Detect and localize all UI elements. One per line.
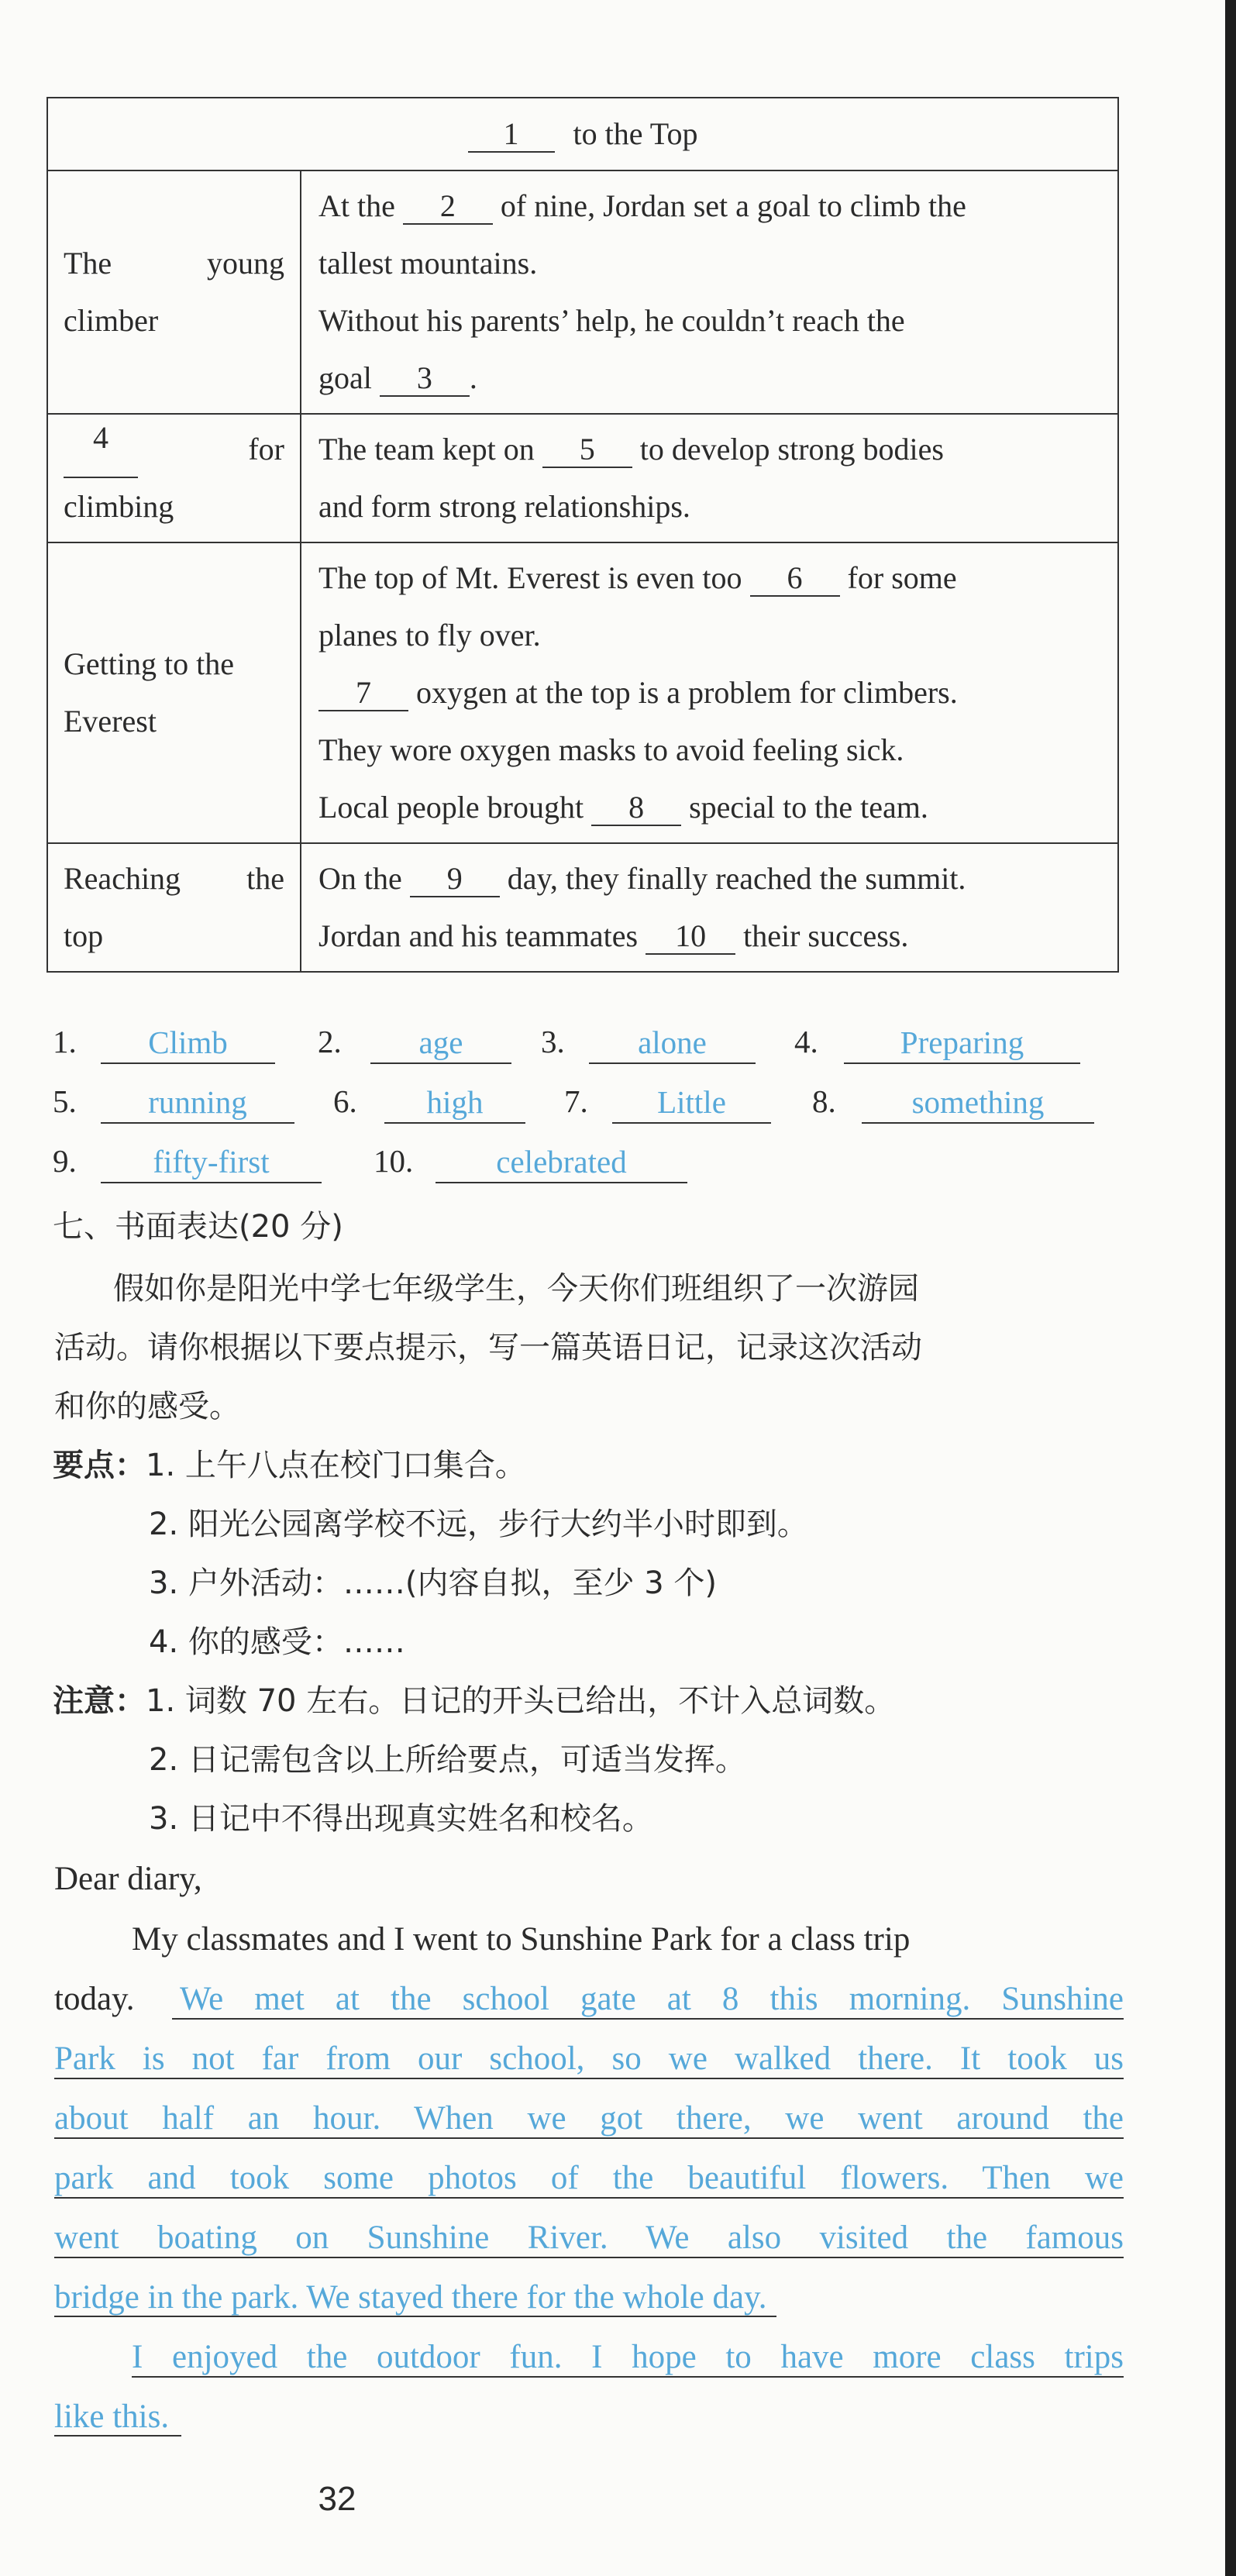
blank-1: 1: [468, 117, 555, 153]
row-label: [47, 542, 301, 843]
blank-2: 2: [403, 189, 493, 225]
row-label-line: Everest: [64, 704, 157, 739]
row-content: [301, 170, 1118, 414]
row-content-line: goal 3 .: [318, 360, 477, 395]
answer-number: 6.: [333, 1083, 357, 1119]
row-content-line: and form strong relationships.: [318, 489, 690, 524]
answer-1: [53, 1023, 347, 1069]
row-label-line: top: [64, 918, 104, 953]
diary-today: today.: [54, 1981, 135, 2017]
table-row: [47, 843, 1118, 972]
answer-number: 5.: [53, 1083, 77, 1119]
point-item: 1. 上午八点在校门口集合。: [146, 1448, 526, 1483]
row-content: [301, 843, 1118, 972]
page-number: 32: [318, 2480, 356, 2518]
answer-value: high: [384, 1083, 525, 1124]
answer-8: [812, 1083, 1122, 1129]
table-row: [47, 414, 1118, 542]
prompt-line: 活动。请你根据以下要点提示，写一篇英语日记，记录这次活动: [54, 1330, 922, 1365]
point-item: 2. 阳光公园离学校不远，步行大约半小时即到。: [149, 1507, 808, 1542]
row-content-line: 7 oxygen at the top is a problem for climbers.: [318, 664, 1097, 721]
row-label-line: The young: [64, 246, 284, 281]
answer-value: age: [370, 1023, 511, 1064]
blank-7: 7: [318, 676, 408, 711]
row-label-line: Reaching the: [64, 861, 284, 896]
info-table: [46, 97, 1119, 973]
answer-number: 10.: [374, 1143, 414, 1179]
row-label: [47, 170, 301, 414]
answer-number: 4.: [794, 1024, 818, 1059]
note-item: 3. 日记中不得出现真实姓名和校名。: [149, 1801, 653, 1837]
row-content-line: On the 9 day, they finally reached the summit.: [318, 861, 966, 896]
table-title-text: to the Top: [573, 116, 698, 151]
row-label-tail: for: [248, 432, 284, 467]
prompt-line: 和你的感受。: [54, 1389, 240, 1424]
diary-answer-line: went boating on Sunshine River. We also visited the famous: [54, 2219, 1124, 2258]
book-spine-edge: [1225, 0, 1236, 2576]
blank-5: 5: [542, 432, 632, 468]
row-content: [301, 542, 1118, 843]
blank-4: 4: [64, 421, 138, 478]
row-content-line: planes to fly over.: [318, 618, 541, 653]
answer-number: 2.: [318, 1024, 342, 1059]
answer-9: [53, 1142, 363, 1189]
notes-line: 注意：1. 词数 70 左右。日记的开头已给出，不计入总词数。: [53, 1683, 896, 1719]
answer-2: [318, 1023, 550, 1069]
note-item: 1. 词数 70 左右。日记的开头已给出，不计入总词数。: [146, 1683, 896, 1719]
answer-value: celebrated: [436, 1142, 687, 1183]
section-heading: 七、书面表达(20 分): [53, 1209, 343, 1245]
row-content-line: The top of Mt. Everest is even too 6 for some: [318, 560, 957, 595]
diary-answer-line: Park is not far from our school, so we walked there. It took us: [54, 2040, 1124, 2079]
notes-label: 注意: [53, 1683, 115, 1719]
answer-4: [794, 1023, 1104, 1069]
point-item: 3. 户外活动：……(内容自拟，至少 3 个): [149, 1565, 717, 1601]
row-label-line: [64, 421, 284, 478]
row-content-line: Local people brought 8 special to the team.: [318, 790, 928, 825]
point-item: 4. 你的感受：……: [149, 1624, 405, 1660]
diary-closing-line: I enjoyed the outdoor fun. I hope to have more class trips: [132, 2338, 1124, 2378]
diary-answer-line: We met at the school gate at 8 this morning. Sunshine: [172, 1980, 1124, 2020]
table-row: [47, 542, 1118, 843]
table-title: [47, 98, 1118, 170]
answer-value: alone: [589, 1023, 756, 1064]
row-content-line: The team kept on 5 to develop strong bodies: [318, 432, 944, 467]
answer-value: Preparing: [844, 1023, 1080, 1064]
row-content-line: Without his parents’ help, he couldn’t reach the: [318, 303, 905, 338]
answer-number: 7.: [564, 1083, 588, 1119]
diary-answer-line: park and took some photos of the beautiful flowers. Then we: [54, 2159, 1124, 2199]
answer-value: something: [862, 1083, 1094, 1124]
diary-greeting: Dear diary,: [54, 1861, 202, 1897]
points-label: 要点: [53, 1448, 115, 1483]
blank-8: 8: [591, 790, 681, 826]
answer-10: [374, 1142, 699, 1189]
blank-9: 9: [410, 862, 500, 897]
answer-6: [333, 1083, 566, 1129]
answer-number: 8.: [812, 1083, 836, 1119]
answer-number: 3.: [541, 1024, 565, 1059]
row-content-line: tallest mountains.: [318, 246, 538, 281]
points-line: 要点：1. 上午八点在校门口集合。: [53, 1448, 526, 1483]
blank-10: 10: [646, 919, 735, 955]
row-content-line: At the 2 of nine, Jordan set a goal to climb the: [318, 188, 966, 223]
blank-3: 3: [380, 361, 470, 397]
diary-answer-line: bridge in the park. We stayed there for the whole day.: [54, 2278, 1124, 2316]
row-label-line: Getting to the: [64, 646, 234, 681]
row-label-line: climbing: [64, 489, 174, 524]
diary-answer-line: about half an hour. When we got there, we went around the: [54, 2099, 1124, 2139]
row-label: [47, 414, 301, 542]
answer-value: fifty-first: [101, 1142, 322, 1183]
prompt-line: 假如你是阳光中学七年级学生，今天你们班组织了一次游园: [113, 1271, 919, 1307]
diary-closing-line: like this.: [54, 2398, 1124, 2436]
row-content-line: They wore oxygen masks to avoid feeling sick.: [318, 732, 904, 767]
answer-7: [564, 1083, 797, 1129]
row-content-line: Jordan and his teammates 10 their success.: [318, 918, 909, 953]
answer-value: Little: [612, 1083, 771, 1124]
note-item: 2. 日记需包含以上所给要点，可适当发挥。: [149, 1742, 746, 1778]
answer-5: [53, 1083, 347, 1129]
answer-value: running: [101, 1083, 294, 1124]
row-label: [47, 843, 301, 972]
blank-6: 6: [750, 561, 840, 597]
answer-number: 1.: [53, 1024, 77, 1059]
answer-number: 9.: [53, 1143, 77, 1179]
row-content: [301, 414, 1118, 542]
diary-opening: My classmates and I went to Sunshine Park for a class trip: [132, 1921, 911, 1958]
answer-value: Climb: [101, 1023, 275, 1064]
table-row: [47, 170, 1118, 414]
table-title-row: [47, 98, 1118, 170]
row-label-line: climber: [64, 303, 159, 338]
answer-3: [541, 1023, 773, 1069]
